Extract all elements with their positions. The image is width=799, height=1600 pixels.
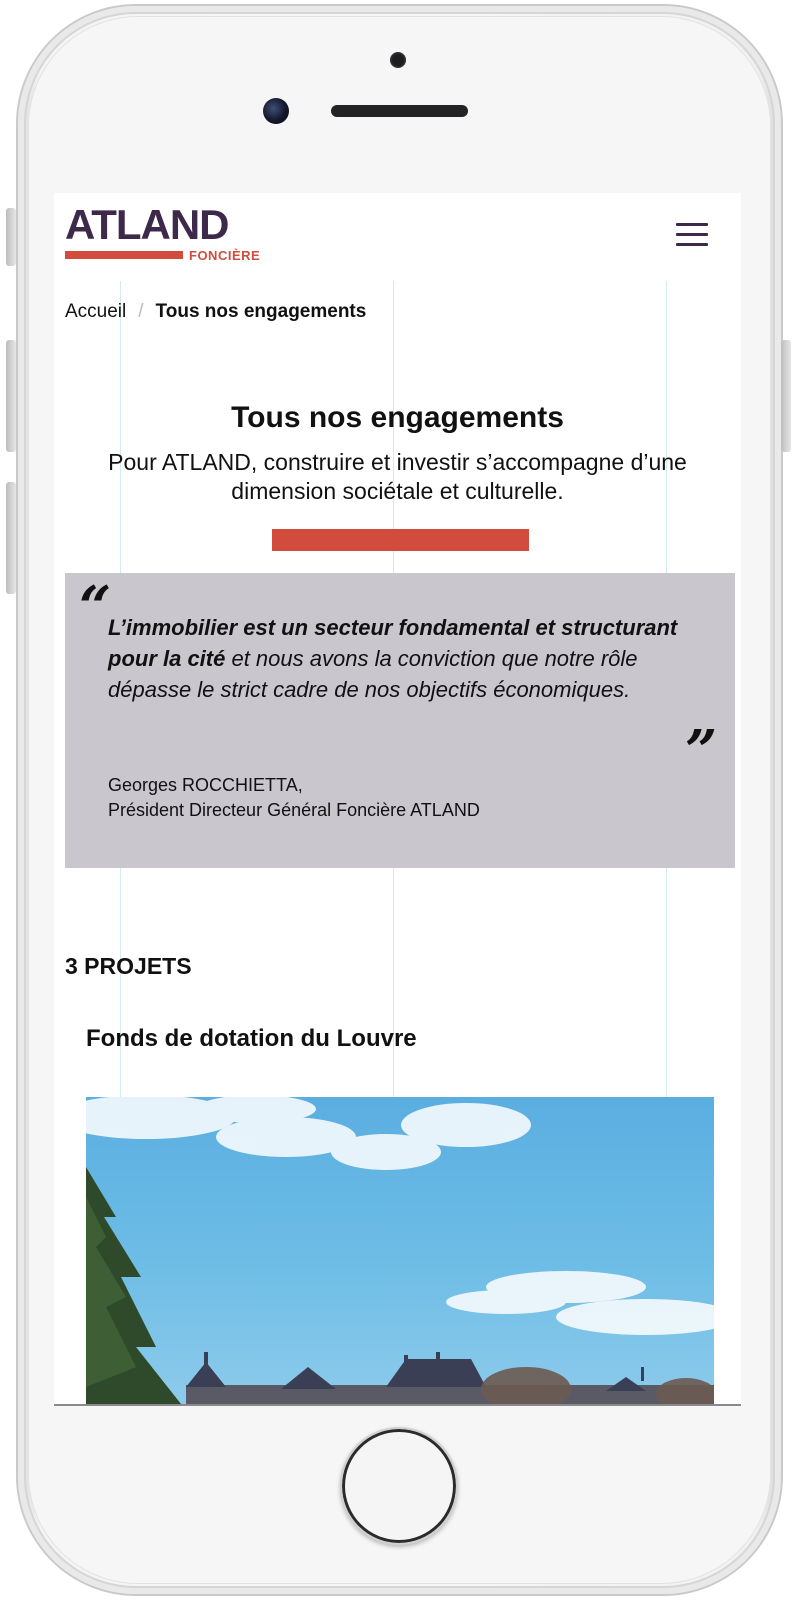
projects-count: 3 PROJETS <box>65 953 192 979</box>
breadcrumb-current: Tous nos engagements <box>155 301 367 322</box>
hamburger-menu-button[interactable] <box>676 223 710 249</box>
logo-subtitle: FONCIÈRE <box>189 248 261 263</box>
logo-underline <box>65 251 183 259</box>
open-quote-icon: “ <box>79 574 112 640</box>
breadcrumb <box>65 301 366 323</box>
quote-rest: et nous avons la conviction que notre rôle dépasse le strict cadre de nos objectifs économiques. <box>108 646 638 702</box>
quote-emphasis: L’immobilier est un secteur fondamental et structurant pour la cité <box>108 615 678 671</box>
side-button-volume-down <box>6 482 16 594</box>
earpiece-speaker <box>331 105 468 117</box>
quote-text <box>108 612 700 705</box>
side-button-mute <box>6 208 16 266</box>
proximity-sensor <box>390 52 406 68</box>
quote-block <box>65 573 735 868</box>
accent-divider <box>272 529 529 551</box>
close-quote-icon: ” <box>685 718 718 784</box>
front-camera <box>263 98 289 124</box>
author-role: Président Directeur Général Foncière ATLAND <box>108 800 480 820</box>
site-header <box>54 193 741 281</box>
breadcrumb-home-link[interactable]: Accueil <box>65 301 127 322</box>
author-name: Georges ROCCHIETTA, <box>108 775 303 795</box>
clouds <box>86 1097 714 1335</box>
hamburger-icon <box>676 223 708 226</box>
hamburger-icon <box>676 243 708 246</box>
palace-roofs <box>186 1352 714 1404</box>
tree <box>86 1167 181 1404</box>
quote-author <box>108 773 480 823</box>
atland-logo[interactable] <box>65 201 261 267</box>
breadcrumb-separator: / <box>138 301 144 322</box>
page-subtitle: Pour ATLAND, construire et investir s’accompagne d’une dimension sociétale et culturelle. <box>108 449 687 504</box>
louvre-photo[interactable] <box>86 1097 714 1404</box>
logo-wordmark: ATLAND <box>65 201 229 248</box>
phone-screen <box>54 193 741 1406</box>
home-button[interactable] <box>340 1427 458 1545</box>
project-title[interactable]: Fonds de dotation du Louvre <box>86 1025 417 1052</box>
hamburger-icon <box>676 233 708 236</box>
side-button-power <box>781 340 791 452</box>
side-button-volume-up <box>6 340 16 452</box>
louvre-photo-illustration <box>86 1097 714 1404</box>
page-title: Tous nos engagements <box>231 401 564 434</box>
